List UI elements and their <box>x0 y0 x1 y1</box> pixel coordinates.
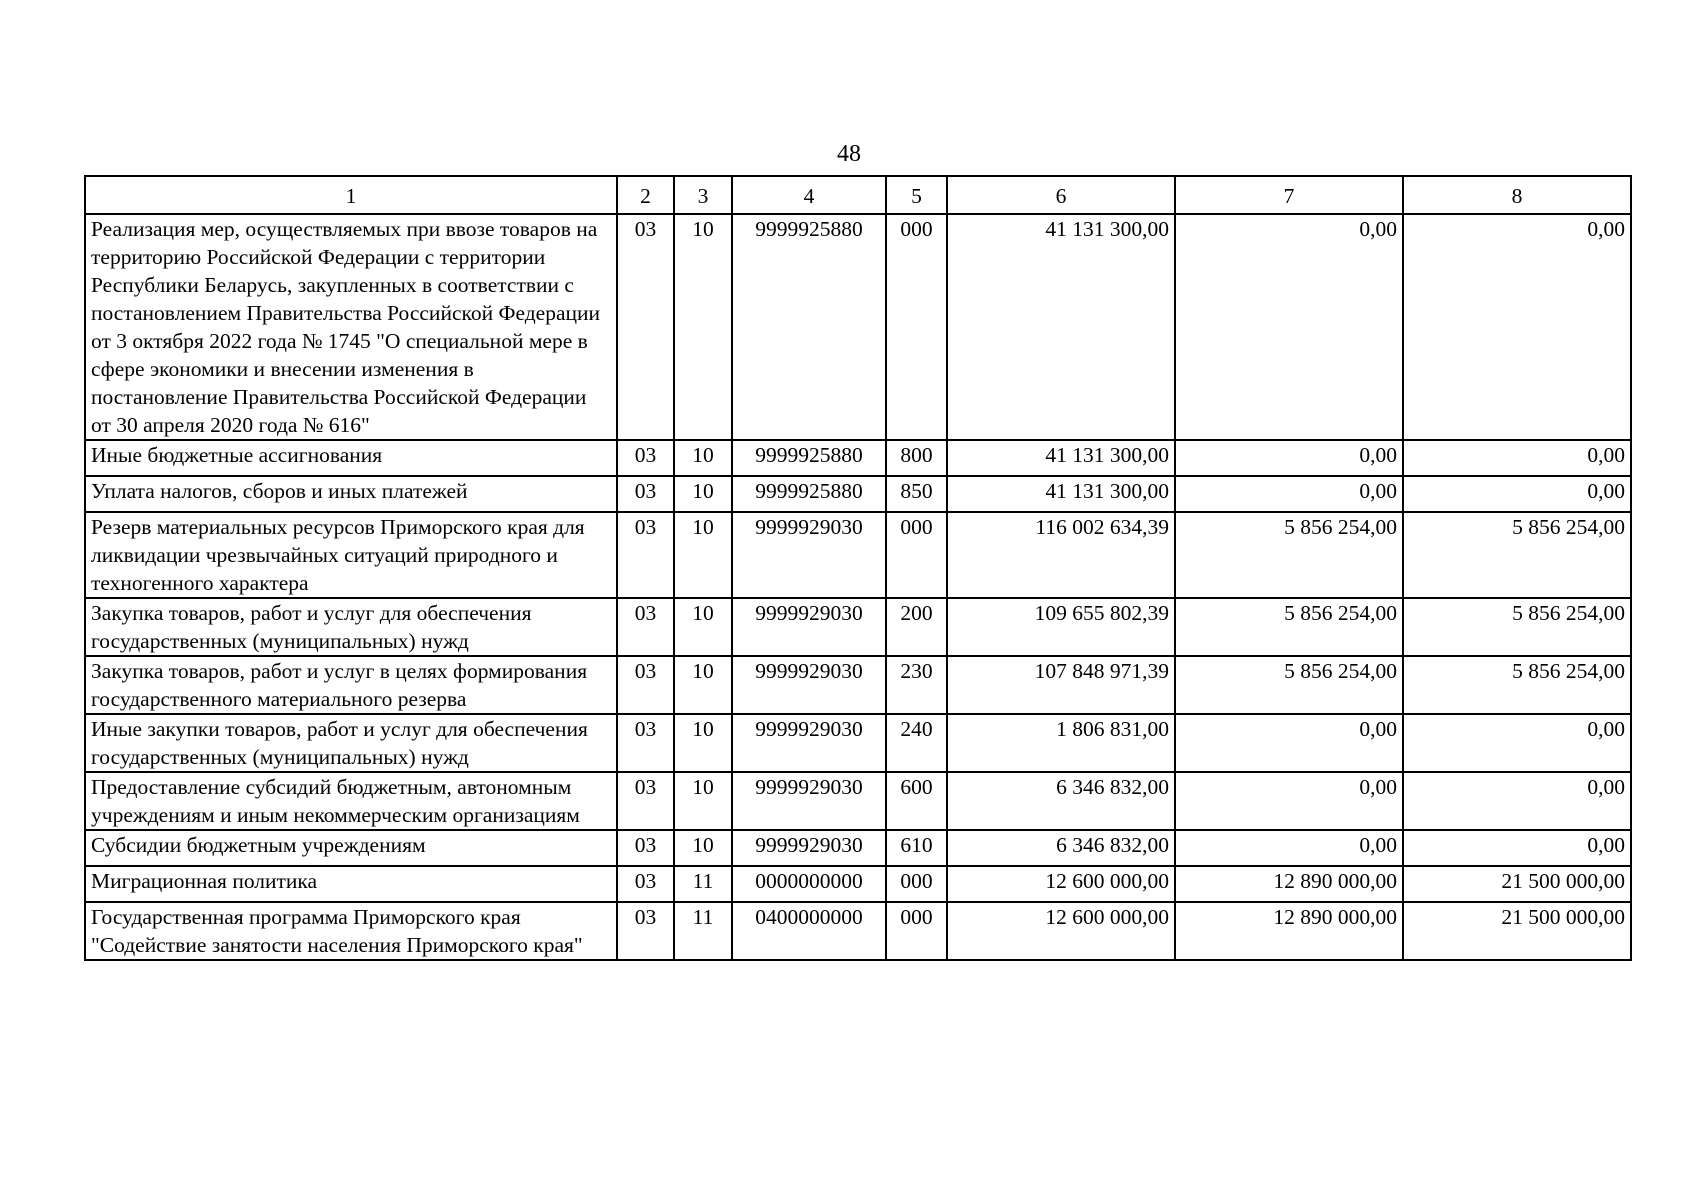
row-amount-col8: 21 500 000,00 <box>1403 902 1631 960</box>
header-cell: 8 <box>1403 176 1631 214</box>
table-row <box>85 512 1631 598</box>
row-amount-col7: 0,00 <box>1175 772 1403 830</box>
row-amount-col7: 5 856 254,00 <box>1175 656 1403 714</box>
header-cell: 3 <box>674 176 732 214</box>
row-subsection: 10 <box>674 656 732 714</box>
row-amount-col8: 0,00 <box>1403 772 1631 830</box>
row-expense-type: 600 <box>886 772 947 830</box>
row-subsection: 10 <box>674 598 732 656</box>
header-cell: 5 <box>886 176 947 214</box>
header-cell: 2 <box>617 176 674 214</box>
table-row <box>85 772 1631 830</box>
row-amount-col7: 0,00 <box>1175 476 1403 512</box>
row-section: 03 <box>617 512 674 598</box>
row-amount-col8: 5 856 254,00 <box>1403 598 1631 656</box>
row-amount-col6: 1 806 831,00 <box>947 714 1175 772</box>
table-row <box>85 830 1631 866</box>
row-target-code: 9999929030 <box>732 772 886 830</box>
row-amount-col7: 0,00 <box>1175 714 1403 772</box>
table-row <box>85 866 1631 902</box>
row-target-code: 9999929030 <box>732 830 886 866</box>
row-subsection: 10 <box>674 440 732 476</box>
row-expense-type: 000 <box>886 214 947 440</box>
row-name: Иные бюджетные ассигнования <box>85 440 617 476</box>
row-expense-type: 240 <box>886 714 947 772</box>
row-target-code: 9999929030 <box>732 598 886 656</box>
row-target-code: 0000000000 <box>732 866 886 902</box>
row-amount-col8: 0,00 <box>1403 440 1631 476</box>
row-section: 03 <box>617 772 674 830</box>
page-number: 48 <box>837 141 861 167</box>
row-name: Субсидии бюджетным учреждениям <box>85 830 617 866</box>
row-section: 03 <box>617 214 674 440</box>
row-expense-type: 230 <box>886 656 947 714</box>
row-expense-type: 610 <box>886 830 947 866</box>
header-cell: 4 <box>732 176 886 214</box>
row-amount-col7: 0,00 <box>1175 440 1403 476</box>
row-amount-col7: 12 890 000,00 <box>1175 902 1403 960</box>
row-section: 03 <box>617 476 674 512</box>
row-amount-col6: 107 848 971,39 <box>947 656 1175 714</box>
row-amount-col7: 5 856 254,00 <box>1175 598 1403 656</box>
row-amount-col7: 12 890 000,00 <box>1175 866 1403 902</box>
budget-table <box>84 175 1632 961</box>
row-amount-col8: 5 856 254,00 <box>1403 656 1631 714</box>
table-row <box>85 440 1631 476</box>
row-name: Реализация мер, осуществляемых при ввозе товаров на территорию Российской Федерации с территории Республики Беларусь, закупленных в соответствии с постановлением Правительства Российской Федерации от 3 октября 2022 года № 1745 "О специальной мере в сфере экономики и внесении изменения в постановление Правительства Российской Федерации от 30 апреля 2020 года № 616" <box>85 214 617 440</box>
row-subsection: 10 <box>674 772 732 830</box>
header-row <box>85 176 1631 214</box>
table-body <box>85 214 1631 960</box>
row-target-code: 9999925880 <box>732 476 886 512</box>
row-section: 03 <box>617 866 674 902</box>
row-subsection: 10 <box>674 714 732 772</box>
table-row <box>85 656 1631 714</box>
row-target-code: 0400000000 <box>732 902 886 960</box>
row-amount-col6: 41 131 300,00 <box>947 476 1175 512</box>
row-subsection: 10 <box>674 214 732 440</box>
row-expense-type: 200 <box>886 598 947 656</box>
row-expense-type: 800 <box>886 440 947 476</box>
row-name: Уплата налогов, сборов и иных платежей <box>85 476 617 512</box>
row-subsection: 10 <box>674 512 732 598</box>
row-expense-type: 000 <box>886 902 947 960</box>
row-amount-col8: 5 856 254,00 <box>1403 512 1631 598</box>
table-row <box>85 714 1631 772</box>
row-amount-col8: 0,00 <box>1403 830 1631 866</box>
row-amount-col6: 116 002 634,39 <box>947 512 1175 598</box>
row-subsection: 10 <box>674 830 732 866</box>
row-amount-col8: 21 500 000,00 <box>1403 866 1631 902</box>
row-section: 03 <box>617 598 674 656</box>
row-target-code: 9999925880 <box>732 440 886 476</box>
row-amount-col8: 0,00 <box>1403 476 1631 512</box>
table-row <box>85 214 1631 440</box>
row-target-code: 9999929030 <box>732 714 886 772</box>
row-amount-col6: 6 346 832,00 <box>947 772 1175 830</box>
row-amount-col6: 109 655 802,39 <box>947 598 1175 656</box>
header-cell: 1 <box>85 176 617 214</box>
row-subsection: 10 <box>674 476 732 512</box>
row-name: Миграционная политика <box>85 866 617 902</box>
table-row <box>85 598 1631 656</box>
row-section: 03 <box>617 830 674 866</box>
row-amount-col6: 41 131 300,00 <box>947 214 1175 440</box>
row-target-code: 9999925880 <box>732 214 886 440</box>
row-name: Государственная программа Приморского края "Содействие занятости населения Приморского края" <box>85 902 617 960</box>
row-amount-col6: 6 346 832,00 <box>947 830 1175 866</box>
row-expense-type: 000 <box>886 866 947 902</box>
row-amount-col7: 0,00 <box>1175 214 1403 440</box>
table-row <box>85 902 1631 960</box>
row-name: Иные закупки товаров, работ и услуг для обеспечения государственных (муниципальных) нужд <box>85 714 617 772</box>
row-target-code: 9999929030 <box>732 656 886 714</box>
row-amount-col7: 5 856 254,00 <box>1175 512 1403 598</box>
header-cell: 6 <box>947 176 1175 214</box>
row-section: 03 <box>617 656 674 714</box>
row-subsection: 11 <box>674 866 732 902</box>
row-amount-col8: 0,00 <box>1403 214 1631 440</box>
row-amount-col7: 0,00 <box>1175 830 1403 866</box>
row-name: Закупка товаров, работ и услуг в целях формирования государственного материального резерва <box>85 656 617 714</box>
row-name: Предоставление субсидий бюджетным, автономным учреждениям и иным некоммерческим организациям <box>85 772 617 830</box>
row-amount-col6: 12 600 000,00 <box>947 866 1175 902</box>
header-cell: 7 <box>1175 176 1403 214</box>
row-expense-type: 000 <box>886 512 947 598</box>
row-name: Закупка товаров, работ и услуг для обеспечения государственных (муниципальных) нужд <box>85 598 617 656</box>
row-amount-col8: 0,00 <box>1403 714 1631 772</box>
row-section: 03 <box>617 714 674 772</box>
row-expense-type: 850 <box>886 476 947 512</box>
row-section: 03 <box>617 902 674 960</box>
row-amount-col6: 12 600 000,00 <box>947 902 1175 960</box>
table-row <box>85 476 1631 512</box>
row-subsection: 11 <box>674 902 732 960</box>
row-amount-col6: 41 131 300,00 <box>947 440 1175 476</box>
row-section: 03 <box>617 440 674 476</box>
row-name: Резерв материальных ресурсов Приморского края для ликвидации чрезвычайных ситуаций природного и техногенного характера <box>85 512 617 598</box>
row-target-code: 9999929030 <box>732 512 886 598</box>
